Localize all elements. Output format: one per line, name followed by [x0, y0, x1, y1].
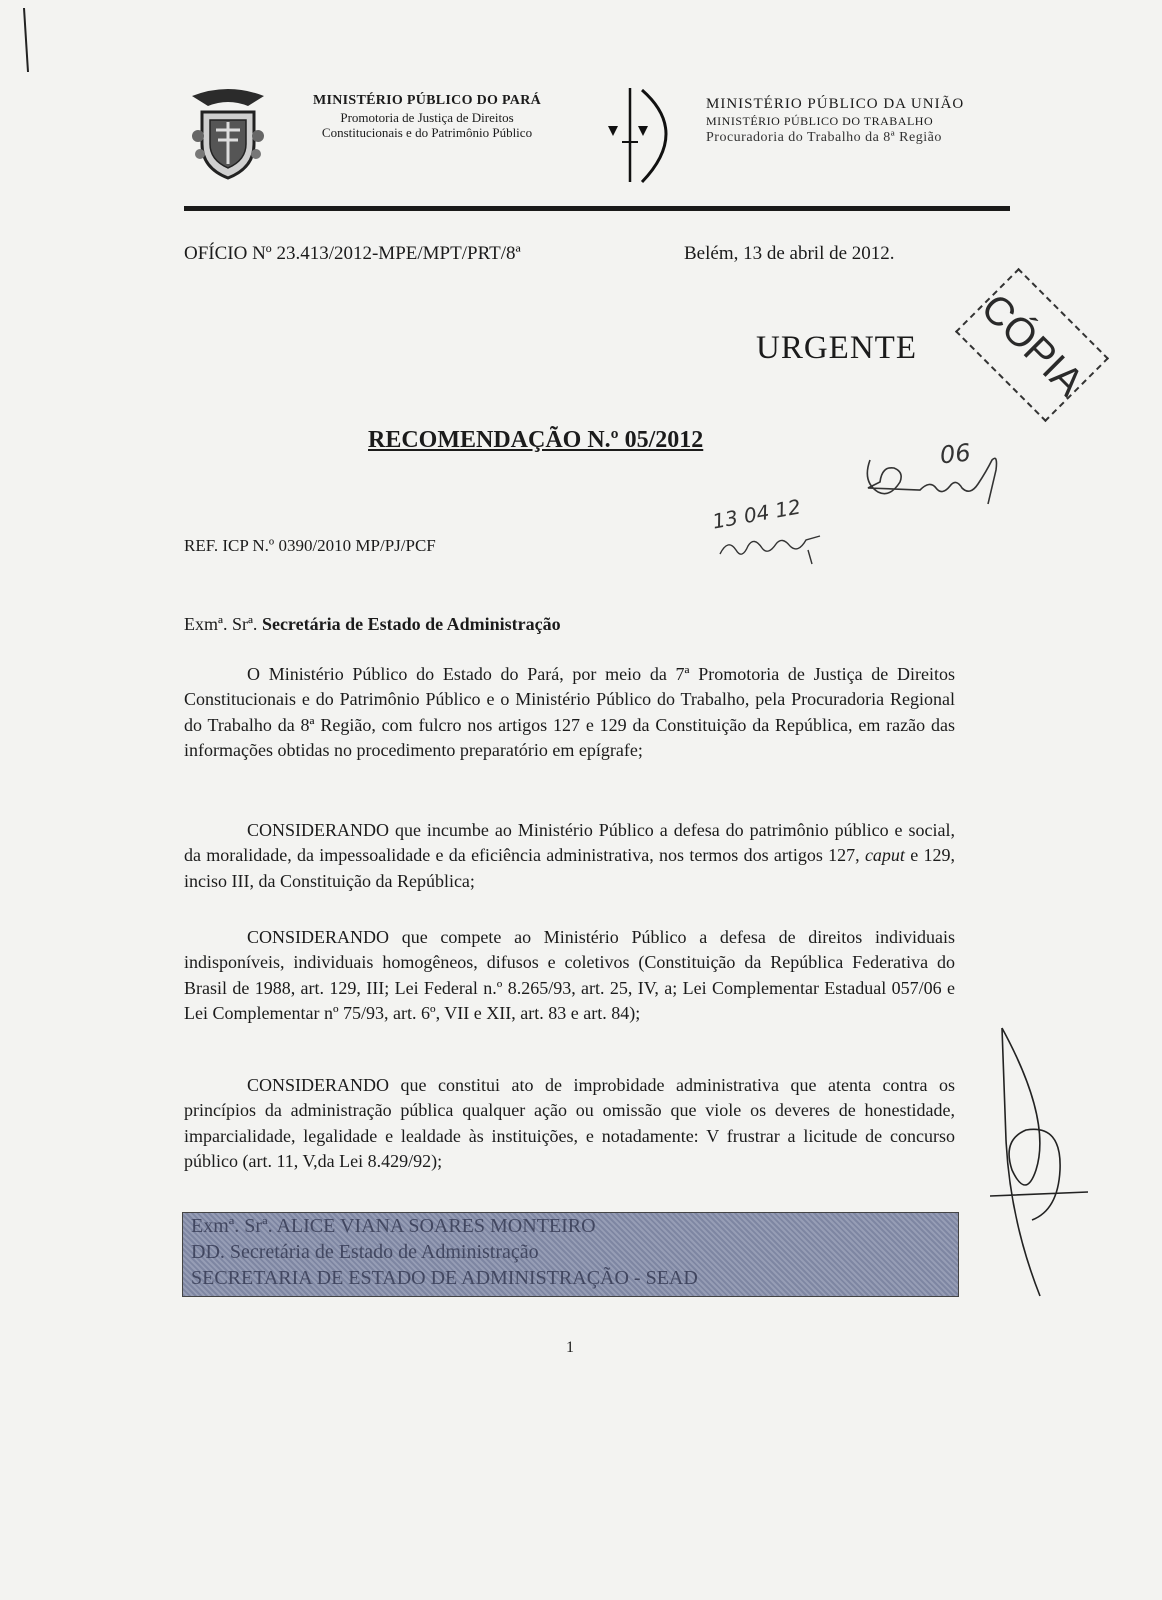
handwritten-date-note: 13 04 12	[710, 494, 803, 534]
margin-pen-mark-icon	[18, 6, 38, 76]
paragraph-2-caput: caput	[864, 845, 905, 866]
header-left-line3: Constitucionais e do Patrimônio Público	[321, 125, 533, 141]
header-left	[292, 93, 562, 141]
redacted-line-3: SECRETARIA DE ESTADO DE ADMINISTRAÇÃO - SEAD	[191, 1267, 698, 1289]
copia-stamp: CÓPIA	[955, 268, 1109, 422]
reference-number: REF. ICP N.º 0390/2010 MP/PJ/PCF	[184, 536, 436, 555]
addressee	[184, 614, 561, 635]
paragraph-2-part-a: CONSIDERANDO que incumbe ao Ministério Público a defesa do patrimônio público e social, da moralidade, da impessoalidade e da eficiência administrativa, nos termos dos artigos 127,	[184, 820, 955, 866]
paragraph-2-text	[184, 818, 955, 894]
urgente-label: URGENTE	[756, 330, 917, 366]
paragraph-2-part-b: e 129, inciso III, da Constituição da República;	[184, 845, 955, 891]
header-right-line2: MINISTÉRIO PÚBLICO DO TRABALHO	[706, 113, 934, 128]
para-coat-of-arms-icon	[188, 86, 268, 182]
paragraph-1-text: O Ministério Público do Estado do Pará, por meio da 7ª Promotoria de Justiça de Direitos Constitucionais e do Patrimônio Público e o Ministério Público do Trabalho, pela Procuradoria Regional do Trabalho da 8ª Região, com fulcro nos artigos 127 e 129 da Constituição da República, em razão das informações obtidas no procedimento preparatório em epígrafe;	[184, 664, 955, 760]
mpu-emblem-icon	[602, 86, 692, 186]
header-right-line3: Procuradoria do Trabalho da 8ª Região	[706, 129, 942, 145]
document-date: Belém, 13 de abril de 2012.	[684, 243, 895, 264]
paragraph-1	[184, 662, 955, 763]
handwritten-page-count: 06	[938, 438, 972, 470]
addressee-salutation: Exmª. Srª.	[184, 614, 258, 634]
redacted-line-1: Exmª. Srª. ALICE VIANA SOARES MONTEIRO	[191, 1215, 596, 1237]
paragraph-4	[184, 1073, 955, 1174]
header-right-title: MINISTÉRIO PÚBLICO DA UNIÃO	[706, 96, 965, 112]
oficio-number: OFÍCIO Nº 23.413/2012-MPE/MPT/PRT/8ª	[184, 243, 521, 264]
redacted-line-2: DD. Secretária de Estado de Administração	[191, 1241, 539, 1263]
page-number: 1	[566, 1339, 574, 1356]
header-left-title: MINISTÉRIO PÚBLICO DO PARÁ	[312, 93, 542, 108]
redacted-addressee-box	[182, 1212, 959, 1297]
handwritten-initials-icon	[860, 452, 1010, 512]
paragraph-4-text: CONSIDERANDO que constitui ato de improbidade administrativa que atenta contra os princípios da administração pública qualquer ação ou omissão que viole os deveres de honestidade, imparcialidade, legalidade e lealdade às instituições, e notadamente: V frustrar a licitude de concurso público (art. 11, V,da Lei 8.429/92);	[184, 1075, 955, 1171]
paragraph-3	[184, 925, 955, 1026]
header-right	[706, 95, 1026, 146]
paragraph-2	[184, 818, 955, 894]
addressee-name: Secretária de Estado de Administração	[261, 614, 561, 634]
paragraph-3-text: CONSIDERANDO que compete ao Ministério Público a defesa de direitos individuais indisponíveis, individuais homogêneos, difusos e coletivos (Constituição da República Federativa do Brasil de 1988, art. 129, III; Lei Federal n.º 8.265/93, art. 25, IV, a; Lei Complementar Estadual 057/06 e Lei Complementar nº 75/93, art. 6º, VII e XII, art. 83 e art. 84);	[184, 927, 955, 1023]
margin-signature-icon	[982, 1020, 1092, 1300]
handwritten-signature-small-icon	[716, 526, 826, 566]
document-title: RECOMENDAÇÃO N.º 05/2012	[368, 427, 704, 453]
header-left-line2: Promotoria de Justiça de Direitos	[340, 109, 514, 125]
header-divider	[184, 206, 1010, 211]
